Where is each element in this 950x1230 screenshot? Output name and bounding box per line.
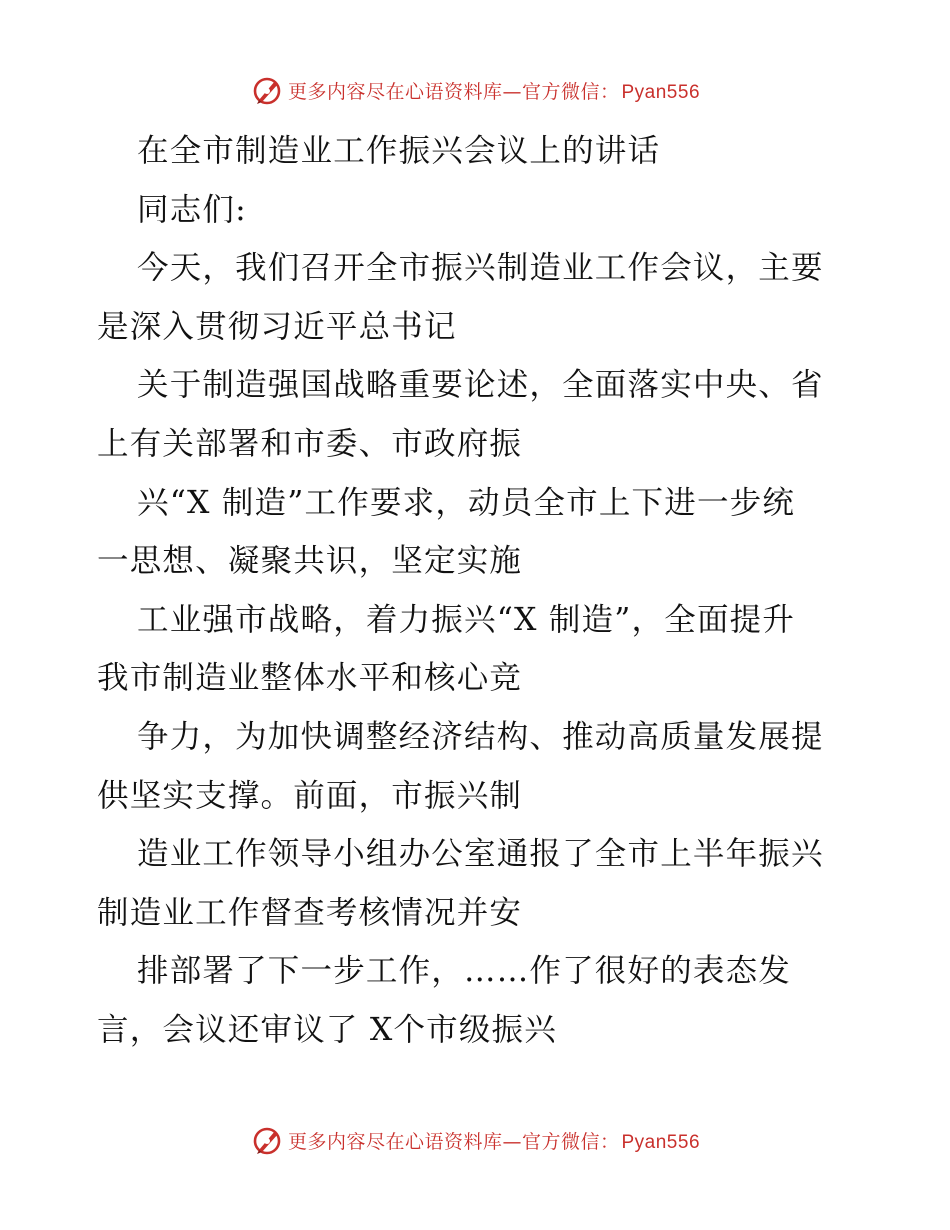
header-banner-label: 更多内容尽在心语资料库—官方微信： [287, 80, 620, 103]
header-banner-handle: Pyan556 [621, 81, 701, 103]
footer-banner-text [288, 1127, 700, 1154]
pen-logo-icon [250, 73, 284, 107]
body-line: 工业强市战略，着力振兴“X 制造”，全面提升 [137, 601, 796, 638]
body-line: 制造业工作督查考核情况并安 [97, 894, 523, 931]
footer-banner-label: 更多内容尽在心语资料库—官方微信： [287, 1130, 620, 1153]
body-line: 今天，我们召开全市振兴制造业工作会议，主要 [137, 250, 824, 287]
body-line: 造业工作领导小组办公室通报了全市上半年振兴 [137, 836, 824, 873]
body-line: 排部署了下一步工作，……作了很好的表态发 [137, 953, 792, 990]
body-line: 一思想、凝聚共识，坚定实施 [97, 543, 523, 580]
body-line: 争力，为加快调整经济结构、推动高质量发展提 [137, 718, 824, 755]
body-line: 我市制造业整体水平和核心竞 [97, 660, 523, 697]
body-line: 供坚实支撑。前面，市振兴制 [97, 777, 523, 814]
body-line: 言，会议还审议了 X个市级振兴 [97, 1011, 557, 1048]
document-body [97, 122, 853, 1060]
header-banner-text [288, 77, 700, 104]
body-line: 兴“X 制造”工作要求，动员全市上下进一步统 [137, 484, 796, 521]
document-title: 在全市制造业工作振兴会议上的讲话 [137, 133, 661, 169]
footer-watermark-banner [0, 1120, 950, 1160]
header-watermark-banner [0, 70, 950, 110]
salutation: 同志们: [137, 191, 247, 228]
pen-logo-icon [250, 1123, 284, 1157]
footer-banner-handle: Pyan556 [621, 1131, 701, 1153]
body-line: 是深入贯彻习近平总书记 [97, 308, 457, 345]
body-line: 关于制造强国战略重要论述，全面落实中央、省 [137, 367, 824, 404]
body-line: 上有关部署和市委、市政府振 [97, 425, 523, 462]
